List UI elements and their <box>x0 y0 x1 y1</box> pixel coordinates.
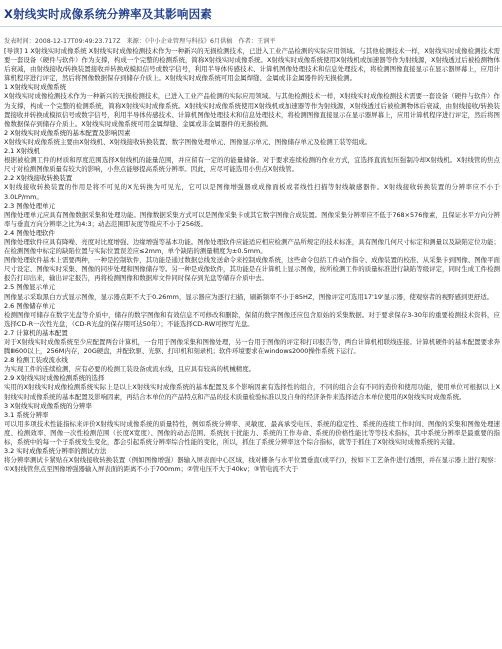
paragraph: 图像显示采取黑白方式显示图像，显示器点距不大于0.26mm，显示器应为逐行扫描，刷新频率不小于85HZ，图像评定可选用17'19'显示器，使观察者的视野感到更舒适。 <box>4 292 494 301</box>
paragraph: 检测图像可储存在数字光盘等介质中，储存的数字图像和有效信息不可修改和删除，保留的数字图像还应包含原始的采集数据。对于要求保存3-30年的重要检测技术资料，应选择CD-R一次性光盘，（CD-R光盘的保存期可达50年）；不能选择CD-RW可擦写光盘。 <box>4 310 500 328</box>
subsection-heading: 2.9 X射线实时成像检测系统的选择 <box>4 374 105 383</box>
article-author: 作者：王润平 <box>238 38 276 45</box>
subsection-heading: 2.3 图像处理单元 <box>4 201 55 210</box>
paragraph: 根据被检测工件的材质和厚度范围选择X射线机的能量范围，并应留有一定的的能量储备。对于要求连续检测的作业方式，宜选择直流恒压强制冷却X射线机。X射线管的焦点尺寸对检测图像质量有较大的影响，小焦点能够提高系统分辨率。因此，应尽可能选用小焦点X射线管。 <box>4 156 500 174</box>
paragraph: 为实现工件的连续检测，应有必要的检测工装设备或流水线，且应具有较高的机械精度。 <box>4 365 256 374</box>
paragraph: 可以用多项技术性能指标来评价X射线实时成像系统的质量特性，例如系统分辨率、灵敏度、最高承受电压、系统的稳定性、系统的连续工作时间、图像的采集和图像处理速度、检测效率、图像一次性检测范围（长度X宽度）、图像的动态范围、系统抗干扰能力、系统的工作寿命、系统的价格性能比等等技术指标，其中系统分辨率是最重要的指标，系统中的每一个子系统发生变化，都会引起系统分辨率综合性能的变化，所以，抓住了系统分辨率这个综合指标，就等于抓住了X射线实时成像系统的关键。 <box>4 419 500 447</box>
article-meta <box>4 36 276 45</box>
paragraph: 图像处理软件基本上需要两种，一种是控制软件，其功能是通过数据总线发送命令来控制成像系统，这些命令包括工件动作指令、成像装置的校准、从采集卡到图像、图像平面尺寸设定、图像实时采集、图像的同步处理和图像储存等。另一种是成像软件，其功能是在计算机上显示图像，按所检测工件的质量标准进行缺陷等级评定，同时生成工件检测报告打印出来，输出评定报告，再将检测图像和数据库文件同时保存到光盘等储存介质中去。 <box>4 256 500 283</box>
subsection-heading: 2.1 X射线机 <box>4 147 41 156</box>
lead-paragraph: [导读] 1 X射线实时成像系统 X射线实时成像检测技术作为一种新兴的无损检测技术，已进入工业产品检测的实际应用领域。与其他检测技术一样，X射线实时成像检测技术需要一套设备（硬件与软件）作为支撑，构成一个完整的检测系统，简称X射线实时成像系统。X射线实时成像系统使用X射线机或加速器等作为射线源，X射线透过后被检测物体后衰减，由射线接收/转换装置接收并转换成模拟信号或数字信号，利用半导体传感技术、计算机图像处理技术和信息处理技术，将检测图像直接显示在显示器屏幕上，应用计算机程序进行评定，然后将图像数据保存到储存介质上。X射线实时成像系统可用金属焊缝、金属或非金属器件的无损检测。 <box>4 47 500 83</box>
section-heading: 1 X射线实时成像系统 <box>4 83 67 92</box>
subsection-heading: 2.2 X射线接收转换装置 <box>4 174 73 183</box>
article-source: 来源：《中小企业管理与科技》6月供稿 <box>126 38 233 45</box>
paragraph: 图像处理软件应具有降噪、亮度对比度增强、边缘增强等基本功能。图像处理软件应能适应相应检测产品所规定的技术标准，具有图像几何尺寸标定和测量以及缺陷定位功能；在检测图像中标定的缺陷位置与实际位置误差应≤2mm，单个缺陷的测量精度为±0.5mm。 <box>4 237 500 256</box>
section-heading: 3 X射线实时成像系统的分辨率 <box>4 401 92 410</box>
subsection-heading: 3.2 实时成像系统分辨率的测试方法 <box>4 447 107 456</box>
paragraph: X射线接收转换装置的作用是将不可见的X光转换为可见光，它可以是图像增强器或成像面板或者线性扫描等射线敏感器件。X射线接收转换装置的分辨率应不小于3.0LP/mm。 <box>4 183 500 201</box>
subsection-heading: 2.7 计算机的基本配置 <box>4 328 68 337</box>
subsection-heading: 2.4 图像处理软件 <box>4 228 55 237</box>
paragraph: X射线实时成像系统主要由X射线机、X射线接收转换装置、数字图像处理单元、图像显示单元、图像储存单元及检测工装等组成。 <box>4 137 372 146</box>
paragraph: 对于X射线实时成像系统至少应配置两台计算机，一台用于图像采集和图像处理，另一台用于图像的评定和打印报告等，两台计算机相联线连接。计算机硬件的基本配置要求奔腾Ⅲ600以上，256M内存，20G硬盘，并配软驱、光驱、打印机和刻录机；软件环境要求在windows2000操作系统下运行。 <box>4 338 500 356</box>
title-divider <box>0 26 502 27</box>
subsection-heading: 2.5 图像显示单元 <box>4 283 55 292</box>
subsection-heading: 3.1 系统分辨率 <box>4 410 49 419</box>
paragraph: 实用的X射线实时成像检测系统实际上是以上X射线实时成像系统的基本配置及多个影响因素有选择性的组合，不同的组合会有不同的造价和使用功能，使用单位可根据以上X射线实时成像系统的基本配置及影响因素，再结合本单位的产品特点和产品的技术质量检验标准以及自身的经济条件来选择适合本单位使用的X射线实时成像系统。 <box>4 383 500 401</box>
paragraph: 图像处理单元应具有图像数据采集和处理功能。图像数据采集方式可以是图像采集卡或其它数字图像合成装置。图像采集分辨率应不低于768×576像素，且保证水平方向分辨率与垂直方向分辨率之比为4:3；动态范围即灰度等级应不小于256级。 <box>4 210 500 228</box>
article-title: X射线实时成像系统分辨率及其影响因素 <box>4 7 212 21</box>
section-heading: 2 X射线实时成像系统的基本配置及影响因素 <box>4 128 131 137</box>
paragraph: X射线实时成像检测技术作为一种新兴的无损检测技术，已进入工业产品检测的实际应用领域。与其他检测技术一样，X射线实时成像检测技术需要一套设备（硬件与软件）作为支撑，构成一个完整的检测系统，简称X射线实时成像系统。X射线实时成像系统使用X射线机或加速器等作为射线源，X射线透过后被检测物体后衰减，由射线接收/转换装置接收并转换成模拟信号或数字信号，利用半导体传感技术、计算机图像处理技术和信息处理技术，将检测图像直接显示在显示器屏幕上，应用计算机程序进行评定，然后将图像数据保存到储存介质上。X射线实时成像系统可用金属焊缝、金属或非金属器件的无损检测。 <box>4 92 500 128</box>
article-body <box>4 47 500 474</box>
paragraph: 将分辨率测试卡紧贴在X射线接收转换装置（例如图像增强）器输入屏表面中心区域，线对栅条与水平位置垂直(或平行)，按如下工艺条件进行透照，并在显示器上进行观察：①X射线管焦点至图像增强器输入屏表面的距离不小于700mm；②管电压不大于40kv；③管电流不大于 <box>4 456 500 474</box>
subsection-heading: 2.8 检测工装或流水线 <box>4 356 68 365</box>
subsection-heading: 2.6 图像储存单元 <box>4 301 55 310</box>
publish-date: 发表时间：2008-12-17T09:49:23.717Z <box>4 38 121 45</box>
